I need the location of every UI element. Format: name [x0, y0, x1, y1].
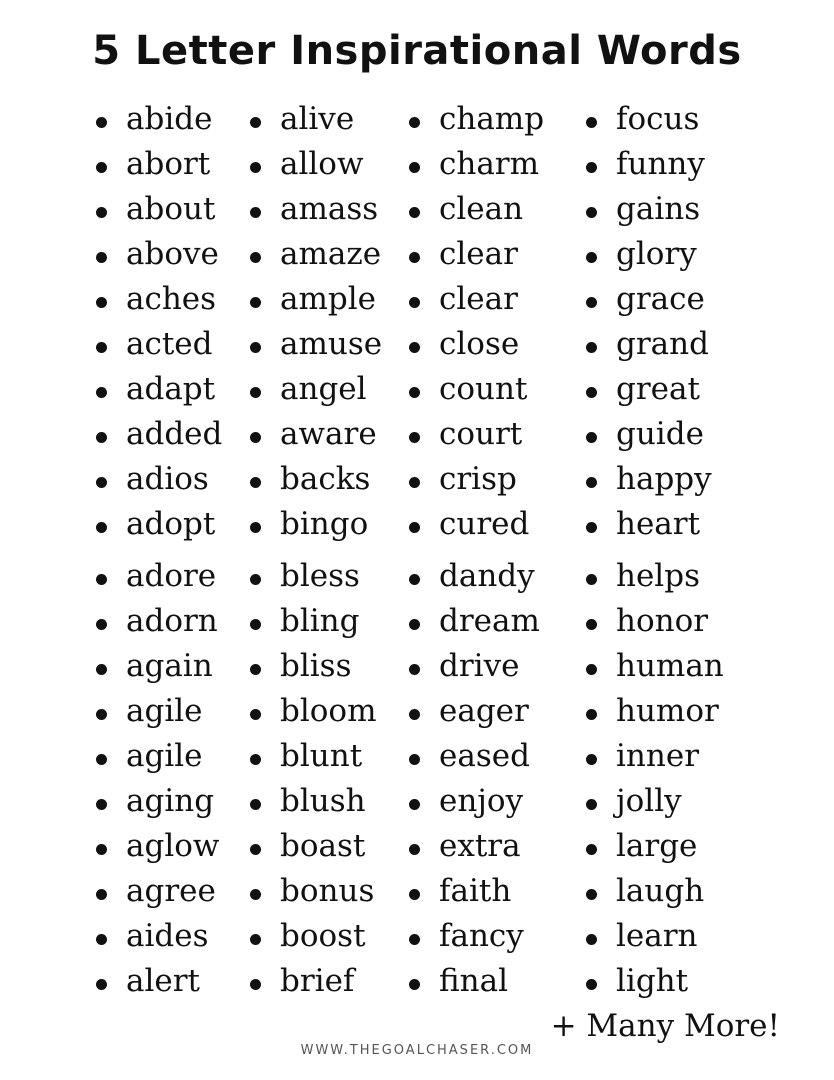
bullet-icon — [586, 709, 597, 720]
bullet-icon — [250, 117, 261, 128]
word-text: large — [616, 828, 698, 864]
bullet-icon — [96, 162, 107, 173]
word-text: aware — [280, 416, 377, 452]
bullet-icon — [586, 934, 597, 945]
word-list-item — [96, 457, 222, 502]
bullet-icon — [96, 117, 107, 128]
bullet-icon — [409, 664, 420, 675]
word-list-item — [250, 779, 382, 824]
bullet-icon — [96, 574, 107, 585]
word-list-item — [586, 322, 724, 367]
word-list-item — [586, 187, 724, 232]
bullet-icon — [250, 574, 261, 585]
bullet-icon — [96, 754, 107, 765]
word-text: boast — [280, 828, 366, 864]
word-list-item — [250, 187, 382, 232]
bullet-icon — [409, 889, 420, 900]
word-text: blush — [280, 783, 366, 819]
bullet-icon — [250, 522, 261, 533]
bullet-icon — [96, 432, 107, 443]
bullet-icon — [409, 117, 420, 128]
word-list-item — [409, 97, 544, 142]
word-list-item — [96, 554, 222, 599]
word-list-item — [250, 869, 382, 914]
bullet-icon — [250, 432, 261, 443]
word-text: grand — [616, 326, 709, 362]
word-list-item — [586, 779, 724, 824]
word-text: abort — [126, 146, 211, 182]
word-text: heart — [616, 506, 701, 542]
word-list-item — [586, 412, 724, 457]
word-text: aglow — [126, 828, 220, 864]
word-list-item — [96, 367, 222, 412]
word-text: alive — [280, 101, 355, 137]
word-text: abide — [126, 101, 213, 137]
bullet-icon — [409, 342, 420, 353]
bullet-icon — [250, 754, 261, 765]
word-list-item — [586, 824, 724, 869]
word-text: adapt — [126, 371, 216, 407]
word-list-item — [250, 734, 382, 779]
bullet-icon — [250, 619, 261, 630]
bullet-icon — [96, 477, 107, 488]
word-list-item — [96, 734, 222, 779]
bullet-icon — [250, 342, 261, 353]
word-text: about — [126, 191, 216, 227]
word-text: faith — [439, 873, 512, 909]
word-text: drive — [439, 648, 520, 684]
word-list-item — [250, 367, 382, 412]
bullet-icon — [96, 387, 107, 398]
word-list-item — [409, 779, 544, 824]
word-text: champ — [439, 101, 545, 137]
bullet-icon — [586, 297, 597, 308]
word-list-item — [409, 869, 544, 914]
word-text: funny — [616, 146, 705, 182]
bullet-icon — [250, 799, 261, 810]
word-text: amass — [280, 191, 379, 227]
word-list-item — [586, 644, 724, 689]
word-text: learn — [616, 918, 698, 954]
word-text: final — [439, 963, 509, 999]
bullet-icon — [96, 664, 107, 675]
bullet-icon — [96, 844, 107, 855]
word-list-item — [409, 142, 544, 187]
word-list-item — [250, 502, 382, 547]
word-list-item — [409, 322, 544, 367]
word-list-item — [586, 142, 724, 187]
bullet-icon — [586, 889, 597, 900]
word-text: acted — [126, 326, 213, 362]
word-list-item — [409, 412, 544, 457]
bullet-icon — [409, 754, 420, 765]
bullet-icon — [409, 432, 420, 443]
bullet-icon — [409, 979, 420, 990]
word-list-item — [250, 914, 382, 959]
word-text: added — [126, 416, 223, 452]
word-list-item — [409, 187, 544, 232]
word-list-item — [250, 457, 382, 502]
word-text: angel — [280, 371, 367, 407]
word-list-item — [586, 457, 724, 502]
word-list-item — [409, 367, 544, 412]
page-title: 5 Letter Inspirational Words — [92, 28, 742, 74]
word-text: fancy — [439, 918, 524, 954]
word-text: allow — [280, 146, 364, 182]
word-text: happy — [616, 461, 712, 497]
word-text: enjoy — [439, 783, 524, 819]
word-list-item — [409, 644, 544, 689]
word-text: charm — [439, 146, 540, 182]
word-text: bling — [280, 603, 360, 639]
word-list-item — [409, 232, 544, 277]
bullet-icon — [409, 799, 420, 810]
word-text: inner — [616, 738, 700, 774]
word-text: grace — [616, 281, 705, 317]
word-list-item — [586, 959, 724, 1004]
word-text: count — [439, 371, 528, 407]
bullet-icon — [96, 889, 107, 900]
bullet-icon — [409, 844, 420, 855]
word-list-item — [250, 959, 382, 1004]
word-list-item — [586, 869, 724, 914]
bullet-icon — [96, 252, 107, 263]
bullet-icon — [250, 664, 261, 675]
bullet-icon — [96, 979, 107, 990]
word-text: light — [616, 963, 689, 999]
word-text: alert — [126, 963, 201, 999]
word-text: dream — [439, 603, 540, 639]
word-list-item — [409, 277, 544, 322]
bullet-icon — [586, 117, 597, 128]
word-text: guide — [616, 416, 704, 452]
bullet-icon — [250, 889, 261, 900]
word-list-item — [96, 232, 222, 277]
bullet-icon — [586, 619, 597, 630]
bullet-icon — [250, 387, 261, 398]
word-list-item — [409, 554, 544, 599]
word-list-item — [250, 689, 382, 734]
word-list-item — [96, 824, 222, 869]
word-list-item — [250, 412, 382, 457]
word-text: gains — [616, 191, 701, 227]
word-text: honor — [616, 603, 709, 639]
word-list-item — [250, 142, 382, 187]
word-text: aging — [126, 783, 215, 819]
bullet-icon — [96, 709, 107, 720]
word-list-item — [96, 959, 222, 1004]
word-list-item — [409, 502, 544, 547]
word-list-item — [586, 734, 724, 779]
word-list-item — [96, 914, 222, 959]
bullet-icon — [409, 619, 420, 630]
bullet-icon — [250, 709, 261, 720]
word-column-4 — [586, 97, 724, 1004]
bullet-icon — [96, 799, 107, 810]
word-text: glory — [616, 236, 697, 272]
word-list-item — [96, 689, 222, 734]
bullet-icon — [96, 934, 107, 945]
word-list-item — [250, 232, 382, 277]
bullet-icon — [409, 574, 420, 585]
word-column-1 — [96, 97, 222, 1004]
word-text: humor — [616, 693, 719, 729]
word-text: backs — [280, 461, 371, 497]
bullet-icon — [409, 477, 420, 488]
word-text: jolly — [616, 783, 682, 819]
word-text: clear — [439, 281, 518, 317]
word-list-item — [409, 914, 544, 959]
bullet-icon — [586, 574, 597, 585]
word-list-item — [409, 599, 544, 644]
word-text: adios — [126, 461, 209, 497]
word-text: aides — [126, 918, 209, 954]
bullet-icon — [96, 619, 107, 630]
word-list-item — [586, 232, 724, 277]
bullet-icon — [586, 252, 597, 263]
word-list-item — [409, 734, 544, 779]
word-list-item — [96, 277, 222, 322]
word-text: cured — [439, 506, 530, 542]
footer-website: WWW.THEGOALCHASER.COM — [300, 1043, 534, 1058]
word-text: above — [126, 236, 219, 272]
word-list-item — [96, 502, 222, 547]
word-text: bingo — [280, 506, 369, 542]
word-text: bonus — [280, 873, 375, 909]
word-text: bloom — [280, 693, 377, 729]
bullet-icon — [250, 252, 261, 263]
word-column-2 — [250, 97, 382, 1004]
word-list-item — [96, 779, 222, 824]
word-list-item — [586, 277, 724, 322]
word-text: agile — [126, 738, 203, 774]
word-text: agile — [126, 693, 203, 729]
bullet-icon — [586, 342, 597, 353]
bullet-icon — [96, 207, 107, 218]
word-columns — [0, 97, 834, 1007]
word-list-item — [409, 959, 544, 1004]
word-text: aches — [126, 281, 217, 317]
bullet-icon — [409, 252, 420, 263]
word-list-item — [586, 599, 724, 644]
word-text: amuse — [280, 326, 383, 362]
word-list-item — [250, 277, 382, 322]
bullet-icon — [250, 207, 261, 218]
bullet-icon — [586, 162, 597, 173]
bullet-icon — [409, 934, 420, 945]
bullet-icon — [250, 477, 261, 488]
word-text: blunt — [280, 738, 363, 774]
bullet-icon — [409, 297, 420, 308]
word-text: dandy — [439, 558, 535, 594]
word-text: extra — [439, 828, 521, 864]
word-list-item — [96, 322, 222, 367]
many-more-note: + Many More! — [550, 1008, 780, 1044]
word-list-item — [96, 869, 222, 914]
word-list-item — [586, 502, 724, 547]
word-list-item — [409, 457, 544, 502]
bullet-icon — [250, 979, 261, 990]
word-text: helps — [616, 558, 700, 594]
word-text: boost — [280, 918, 366, 954]
word-list-item — [586, 689, 724, 734]
bullet-icon — [96, 522, 107, 533]
word-text: great — [616, 371, 700, 407]
bullet-icon — [409, 387, 420, 398]
bullet-icon — [586, 522, 597, 533]
word-text: adore — [126, 558, 217, 594]
word-text: eager — [439, 693, 529, 729]
word-list-item — [409, 689, 544, 734]
bullet-icon — [586, 432, 597, 443]
bullet-icon — [250, 844, 261, 855]
word-list-item — [96, 142, 222, 187]
bullet-icon — [586, 387, 597, 398]
bullet-icon — [250, 934, 261, 945]
word-text: amaze — [280, 236, 382, 272]
word-list-item — [96, 644, 222, 689]
word-column-3 — [409, 97, 544, 1004]
bullet-icon — [409, 522, 420, 533]
word-list-item — [250, 644, 382, 689]
word-text: bliss — [280, 648, 352, 684]
bullet-icon — [586, 207, 597, 218]
word-list-item — [96, 97, 222, 142]
word-list-item — [96, 187, 222, 232]
word-text: bless — [280, 558, 360, 594]
word-list-item — [250, 554, 382, 599]
word-list-item — [250, 824, 382, 869]
bullet-icon — [250, 162, 261, 173]
word-text: again — [126, 648, 213, 684]
word-list-item — [96, 412, 222, 457]
bullet-icon — [96, 342, 107, 353]
word-text: agree — [126, 873, 216, 909]
word-text: ample — [280, 281, 376, 317]
bullet-icon — [586, 979, 597, 990]
bullet-icon — [586, 664, 597, 675]
bullet-icon — [586, 799, 597, 810]
word-text: eased — [439, 738, 530, 774]
word-text: close — [439, 326, 520, 362]
word-text: adorn — [126, 603, 218, 639]
word-list-item — [409, 824, 544, 869]
word-list-item — [586, 914, 724, 959]
word-list-item — [250, 322, 382, 367]
word-text: clear — [439, 236, 518, 272]
bullet-icon — [586, 844, 597, 855]
word-text: adopt — [126, 506, 216, 542]
word-text: clean — [439, 191, 524, 227]
word-list-item — [96, 599, 222, 644]
word-list-item — [250, 97, 382, 142]
word-text: focus — [616, 101, 700, 137]
word-text: crisp — [439, 461, 517, 497]
bullet-icon — [409, 207, 420, 218]
word-text: human — [616, 648, 724, 684]
word-list-item — [586, 554, 724, 599]
bullet-icon — [96, 297, 107, 308]
bullet-icon — [409, 162, 420, 173]
word-text: brief — [280, 963, 355, 999]
word-list-item — [586, 97, 724, 142]
bullet-icon — [409, 709, 420, 720]
bullet-icon — [586, 477, 597, 488]
bullet-icon — [250, 297, 261, 308]
word-text: laugh — [616, 873, 705, 909]
word-list-item — [586, 367, 724, 412]
word-text: court — [439, 416, 523, 452]
word-list-item — [250, 599, 382, 644]
bullet-icon — [586, 754, 597, 765]
